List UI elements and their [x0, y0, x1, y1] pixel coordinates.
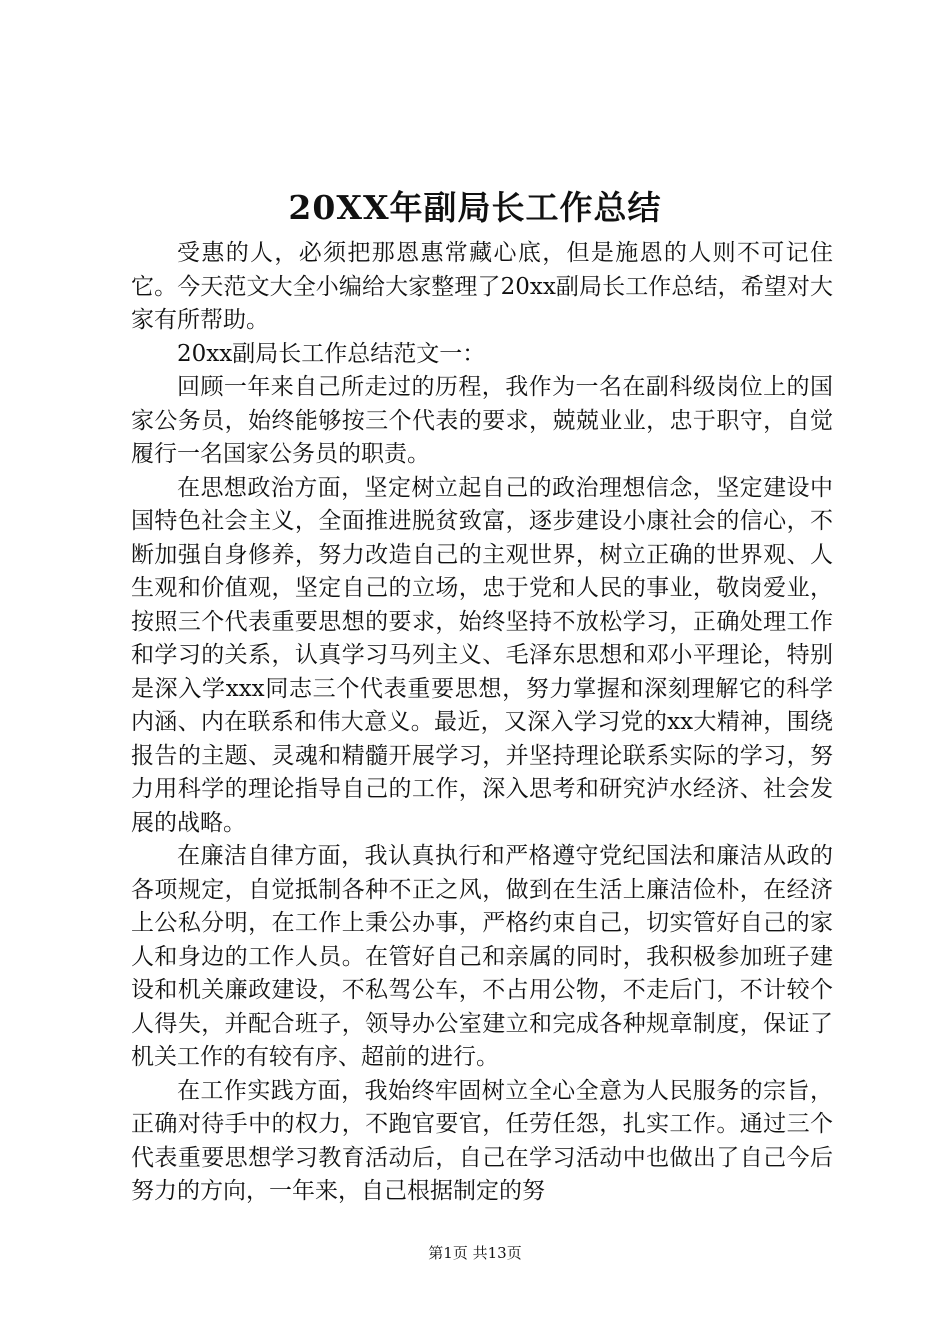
- page-footer: 第1页 共13页: [428, 1244, 522, 1262]
- review-paragraph: 回顾一年来自己所走过的历程，我作为一名在副科级岗位上的国家公务员，始终能够按三个代表的要求，兢兢业业，忠于职守，自觉履行一名国家公务员的职责。: [131, 374, 833, 467]
- section-heading: 20xx副局长工作总结范文一：: [177, 340, 486, 367]
- integrity-paragraph: 在廉洁自律方面，我认真执行和严格遵守党纪国法和廉洁从政的各项规定，自觉抵制各种不正之风，做到在生活上廉洁俭朴，在经济上公私分明，在工作上秉公办事，严格约束自己，切实管好自己的家人和身边的工作人员。在管好自己和亲属的同时，我积极参加班子建设和机关廉政建设，不私驾公车，不占用公物，不走后门，不计较个人得失，并配合班子，领导办公室建立和完成各种规章制度，保证了机关工作的有较有序、超前的进行。: [131, 843, 833, 1070]
- document-title: 20XX年副局长工作总结: [288, 188, 662, 227]
- intro-paragraph: 受惠的人，必须把那恩惠常藏心底，但是施恩的人则不可记住它。今天范文大全小编给大家整理了20xx副局长工作总结，希望对大家有所帮助。: [131, 240, 833, 333]
- practice-paragraph: 在工作实践方面，我始终牢固树立全心全意为人民服务的宗旨，正确对待手中的权力，不跑官要官，任劳任怨，扎实工作。通过三个代表重要思想学习教育活动后，自己在学习活动中也做出了自己今后努力的方向，一年来，自己根据制定的努: [131, 1077, 833, 1204]
- political-paragraph: 在思想政治方面，坚定树立起自己的政治理想信念，坚定建设中国特色社会主义，全面推进脱贫致富，逐步建设小康社会的信心，不断加强自身修养，努力改造自己的主观世界，树立正确的世界观、人生观和价值观，坚定自己的立场，忠于党和人民的事业，敬岗爱业，按照三个代表重要思想的要求，始终坚持不放松学习，正确处理工作和学习的关系，认真学习马列主义、毛泽东思想和邓小平理论，特别是深入学xxx同志三个代表重要思想，努力掌握和深刻理解它的科学内涵、内在联系和伟大意义。最近，又深入学习党的xx大精神，围绕报告的主题、灵魂和精髓开展学习，并坚持理论联系实际的学习，努力用科学的理论指导自己的工作，深入思考和研究泸水经济、社会发展的战略。: [131, 474, 833, 836]
- document-body: [131, 237, 833, 1209]
